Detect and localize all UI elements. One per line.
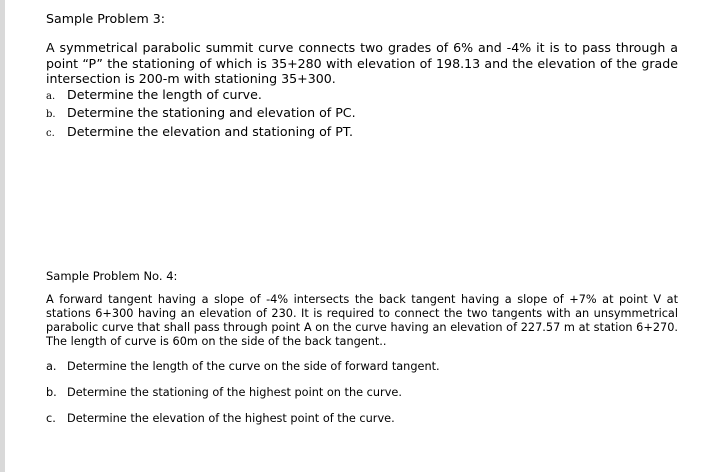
sample-problem-3 (46, 11, 678, 142)
left-margin-bar (0, 0, 5, 472)
problem-3-task-b (46, 105, 678, 124)
task-marker: b. (46, 109, 56, 120)
task-text: Determine the length of curve. (67, 86, 262, 102)
task-text: Determine the elevation of the highest point of the curve. (67, 412, 395, 425)
problem-3-statement: A symmetrical parabolic summit curve connects two grades of 6% and -4% it is to pass through a point “P” the stationing of which is 35+280 with elevation of 198.13 and the elevation of the grade intersection is 200-m with stationing 35+300. (46, 40, 678, 86)
problem-4-statement: A forward tangent having a slope of -4% intersects the back tangent having a slope of +7% at point V at stations 6+300 having an elevation of 230. It is required to connect the two tangents with an unsymmetrical parabolic curve that shall pass through point A on the curve having an elevation of 227.57 m at station 6+270. The length of curve is 60m on the side of the back tangent.. (46, 293, 678, 348)
task-marker: b. (46, 386, 57, 399)
problem-3-heading: Sample Problem 3: (46, 11, 165, 26)
problem-4-task-a (46, 360, 678, 374)
task-text: Determine the elevation and stationing of PT. (67, 123, 354, 139)
sample-problem-4 (46, 268, 678, 438)
task-marker: c. (46, 127, 55, 139)
task-marker: a. (46, 360, 57, 373)
task-marker: a. (46, 90, 56, 102)
problem-3-task-a (46, 87, 678, 106)
problem-4-task-c (46, 412, 678, 426)
task-text: Determine the length of the curve on the side of forward tangent. (67, 360, 440, 373)
task-marker: c. (46, 412, 56, 425)
problem-4-heading: Sample Problem No. 4: (46, 269, 178, 283)
task-text: Determine the stationing and elevation of PC. (67, 105, 356, 120)
problem-3-task-c (46, 124, 678, 143)
task-text: Determine the stationing of the highest point on the curve. (67, 386, 402, 399)
problem-4-task-b (46, 386, 678, 400)
problem-4-task-list (46, 360, 678, 426)
problem-3-task-list (46, 87, 678, 143)
